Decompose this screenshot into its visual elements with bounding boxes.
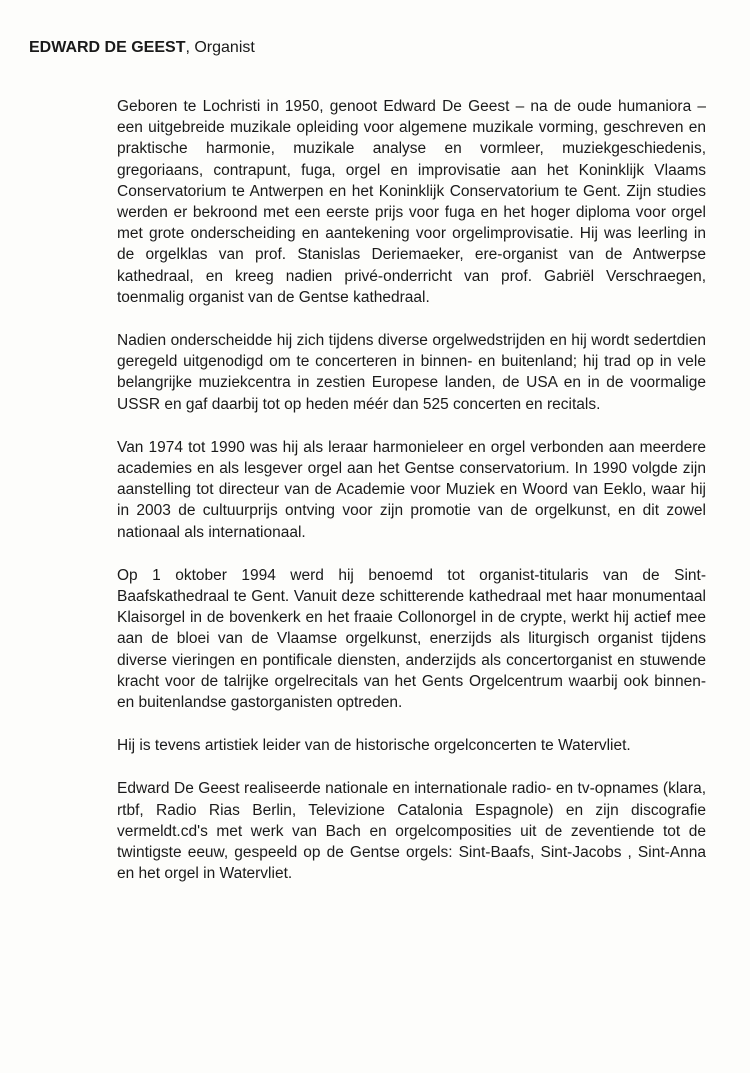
paragraph-teaching: Van 1974 tot 1990 was hij als leraar harmonieleer en orgel verbonden aan meerdere academies en als lesgever orgel aan het Gentse conservatorium. In 1990 volgde zijn aanstelling tot directeur van de Academie voor Muziek en Woord van Eeklo, waar hij in 2003 de cultuurprijs ontving voor zijn promotie van de orgelkunst, en dit zowel nationaal als internationaal. xyxy=(117,438,706,541)
paragraph-cathedral: Op 1 oktober 1994 werd hij benoemd tot organist-titularis van de Sint-Baafskathedraal te Gent. Vanuit deze schitterende kathedraal met haar monumentaal Klaisorgel in de bovenkerk en het fraaie Collonorgel in de crypte, werkt hij actief mee aan de bloei van de Vlaamse orgelkunst, enerzijds als liturgisch organist tijdens diverse vieringen en pontificale diensten, anderzijds als concertorganist en stuwende kracht voor de talrijke orgelrecitals van het Gents Orgelcentrum waarbij ook binnen- en buitenlandse gastorganisten optreden. xyxy=(117,566,706,712)
paragraph-discography: Edward De Geest realiseerde nationale en internationale radio- en tv-opnames (klara, rtbf, Radio Rias Berlin, Televizione Catalonia Espagnole) en zijn discografie vermeldt.cd's met werk van Bach en orgelcomposities uit de zeventiende tot de twintigste eeuw, gespeeld op de Gentse orgels: Sint-Baafs, Sint-Jacobs , Sint-Anna en het orgel in Watervliet. xyxy=(117,780,706,883)
title-name: EDWARD DE GEEST xyxy=(29,39,186,56)
body-text xyxy=(117,96,706,907)
paragraph-watervliet: Hij is tevens artistiek leider van de historische orgelconcerten te Watervliet. xyxy=(117,737,631,755)
paragraph-concerts: Nadien onderscheidde hij zich tijdens diverse orgelwedstrijden en hij wordt sedertdien geregeld uitgenodigd om te concerteren in binnen- en buitenland; hij trad op in vele belangrijke muziekcentra in zestien Europese landen, de USA en in de voormalige USSR en gaf daarbij tot op heden méér dan 525 concerten en recitals. xyxy=(117,332,706,413)
paragraph-biography-education: Geboren te Lochristi in 1950, genoot Edward De Geest – na de oude humaniora – een uitgebreide muzikale opleiding voor algemene muzikale vorming, geschreven en praktische harmonie, muzikale analyse en vormleer, muziekgeschiedenis, gregoriaans, contrapunt, fuga, orgel en improvisatie aan het Koninklijk Vlaams Conservatorium te Antwerpen en het Koninklijk Conservatorium te Gent. Zijn studies werden er bekroond met een eerste prijs voor fuga en het hoger diploma voor orgel met grote onderscheiding en aantekening voor orgelimprovisatie. Hij was leerling in de orgelklas van prof. Stanislas Deriemaeker, ere-organist van de Antwerpse kathedraal, en kreeg nadien privé-onderricht van prof. Gabriël Verschraegen, toenmalig organist van de Gentse kathedraal. xyxy=(117,98,706,306)
title-role: , Organist xyxy=(185,39,255,56)
page-title xyxy=(29,38,255,58)
